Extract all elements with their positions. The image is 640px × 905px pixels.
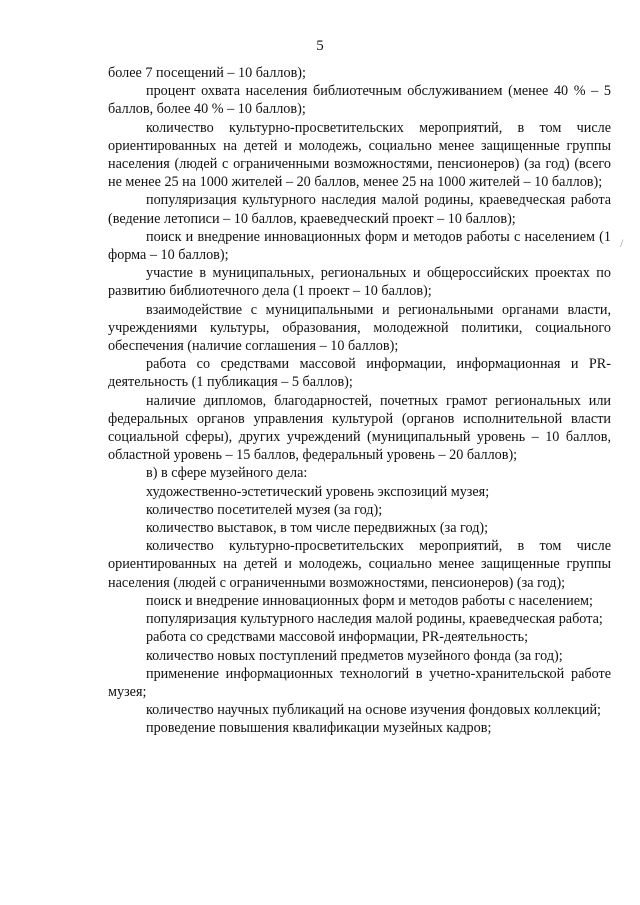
paragraph: работа со средствами массовой информации, информационная и PR-деятельность (1 публикация – 5 баллов);	[108, 356, 611, 391]
paragraph: применение информационных технологий в учетно-хранительской работе музея;	[108, 665, 611, 700]
paragraph: количество выставок, в том числе передвижных (за год);	[146, 520, 489, 537]
paragraph: поиск и внедрение инновационных форм и методов работы с населением;	[146, 592, 593, 609]
paragraph: художественно-эстетический уровень экспозиций музея;	[146, 483, 490, 500]
paragraph: количество культурно-просветительских мероприятий, в том числе ориентированных на детей и молодежь, социально менее защищенные группы населения (людей с ограниченными возможностями, пенсионеров) (за год);	[108, 538, 611, 591]
page-number: 5	[316, 38, 324, 54]
paragraph: количество культурно-просветительских мероприятий, в том числе ориентированных на детей и молодежь, социально менее защищенные группы населения (людей с ограниченными возможностями, пенсионеров) (за год) (всего не менее 25 на 1000 жителей – 20 баллов, менее 25 на 1000 жителей – 10 баллов);	[108, 119, 611, 191]
paragraph: участие в муниципальных, региональных и общероссийских проектах по развитию библиотечного дела (1 проект – 10 баллов);	[108, 265, 611, 300]
paragraph: наличие дипломов, благодарностей, почетных грамот региональных или федеральных органов управления культурой (органов исполнительной власти социальной сферы), других учреждений (муниципальный уровень – 10 баллов, областной уровень – 15 баллов, федеральный уровень – 20 баллов);	[108, 392, 611, 464]
paragraph: популяризация культурного наследия малой родины, краеведческая работа;	[146, 611, 603, 628]
paragraph: проведение повышения квалификации музейных кадров;	[146, 720, 492, 737]
section-heading: в) в сфере музейного дела:	[146, 465, 308, 482]
paragraph: взаимодействие с муниципальными и региональными органами власти, учреждениями культуры, образования, молодежной политики, социального обеспечения (наличие соглашения – 10 баллов);	[108, 301, 611, 355]
paragraph: количество новых поступлений предметов музейного фонда (за год);	[146, 647, 563, 664]
paragraph: количество научных публикаций на основе изучения фондовых коллекций;	[146, 702, 601, 719]
paragraph: более 7 посещений – 10 баллов);	[108, 65, 306, 81]
paragraph: количество посетителей музея (за год);	[146, 501, 383, 518]
paragraph: работа со средствами массовой информации, PR-деятельность;	[146, 629, 529, 646]
paragraph: поиск и внедрение инновационных форм и методов работы с населением (1 форма – 10 баллов);	[108, 228, 611, 264]
scan-mark: /	[620, 236, 624, 250]
paragraph: популяризация культурного наследия малой родины, краеведческая работа (ведение летописи – 10 баллов, краеведческий проект – 10 баллов);	[108, 192, 611, 227]
paragraph: процент охвата населения библиотечным обслуживанием (менее 40 % – 5 баллов, более 40 % – 10 баллов);	[108, 83, 611, 118]
document-body	[108, 64, 611, 738]
